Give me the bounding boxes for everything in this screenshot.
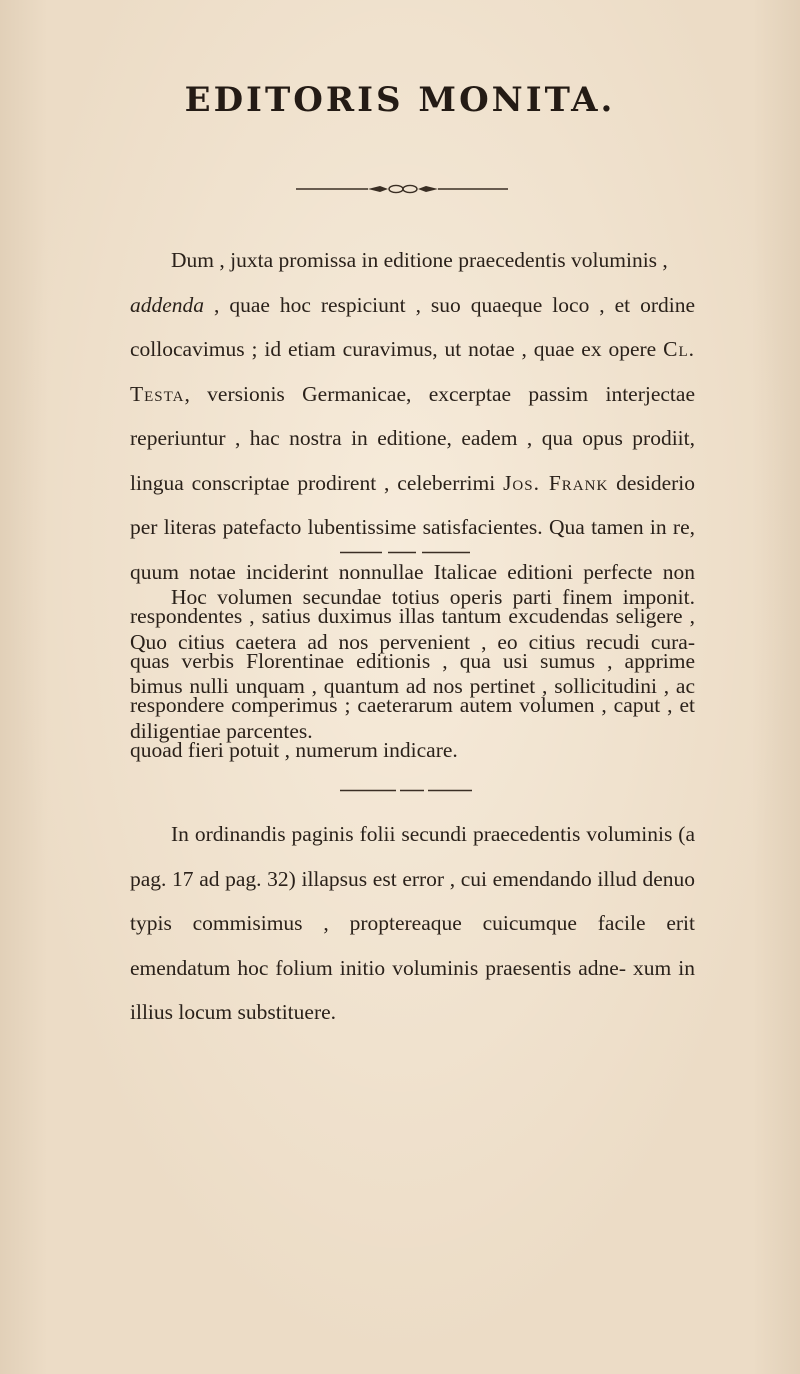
paragraph-opening: Dum , juxta promissa in editione praecedentis voluminis ,: [171, 248, 668, 272]
author-name-testa: Cl. Testa: [130, 337, 695, 406]
paragraph-erratum: [130, 812, 695, 1035]
section-divider: [340, 789, 472, 792]
paragraph-volume-end: [130, 575, 695, 753]
paragraph-text: Hoc volumen secundae totius operis parti finem imponit. Quo citius caetera ad nos pervenient , eo citius recudi cura- bimus nulli unquam , quantum ad nos pertinet , sollicitudini , ac diligentiae parcentes.: [130, 585, 695, 743]
paragraph-text: , quae hoc respiciunt , suo quaeque loco , et ordine collocavimus ; id etiam curavimus, ut notae , quae ex opere: [130, 292, 695, 361]
paragraph-text: desiderio per literas patefacto lubentissime satisfacientes. Qua tamen in re, quum notae inciderint nonnullae Italicae editioni perfecte non respondentes , satius duximus illas tantum excudendas seligere , quas verbis Florentinae editionis , qua usi sumus , apprime respondere comperimus ; caeterarum autem volumen , caput , et quoad fieri potuit , numerum indicare.: [130, 470, 695, 762]
addenda-word: addenda: [130, 292, 205, 317]
section-divider: [340, 551, 470, 554]
paragraph-text: In ordinandis paginis folii secundi praecedentis voluminis (a pag. 17 ad pag. 32) illapsus est error , cui emendando illud denuo typis commisimus , proptereaque cuicumque facile erit emendatum hoc folium initio voluminis praesentis adne- xum in illius locum substituere.: [130, 822, 695, 1024]
paragraph-text: , versionis Germanicae, excerptae passim interjectae reperiuntur , hac nostra in editione, eadem , qua opus prodiit, lingua conscriptae prodirent , celeberrimi: [130, 381, 695, 495]
page-title: EDITORIS MONITA.: [184, 80, 616, 120]
title-ornament: [296, 184, 508, 194]
author-name-frank: Jos. Frank: [503, 470, 609, 495]
